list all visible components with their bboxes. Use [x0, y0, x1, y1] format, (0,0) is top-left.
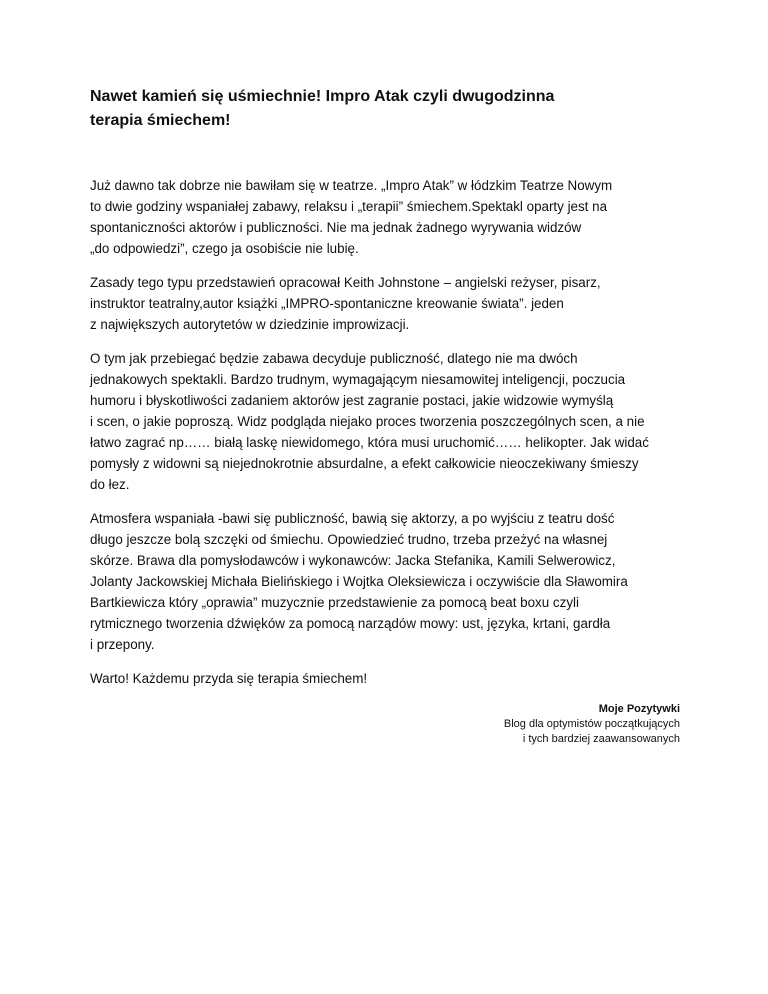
paragraph-3: [90, 348, 682, 495]
text-line: i scen, o jakie poproszą. Widz podgląda niejako proces tworzenia poszczególnych scen, a nie: [90, 414, 645, 429]
text-line: Bartkiewicza który „oprawia” muzycznie przedstawienie za pomocą beat boxu czyli: [90, 595, 579, 610]
text-line: Zasady tego typu przedstawień opracował Keith Johnstone – angielski reżyser, pisarz,: [90, 275, 601, 290]
text-line: „do odpowiedzi”, czego ja osobiście nie lubię.: [90, 241, 359, 256]
text-line: spontaniczności aktorów i publiczności. Nie ma jednak żadnego wyrywania widzów: [90, 220, 582, 235]
text-line: skórze. Brawa dla pomysłodawców i wykonawców: Jacka Stefanika, Kamili Selwerowicz,: [90, 553, 616, 568]
text-line: jednakowych spektakli. Bardzo trudnym, wymagającym niesamowitej inteligencji, poczucia: [90, 372, 626, 387]
title-line: terapia śmiechem!: [90, 112, 231, 129]
signature-block: [90, 702, 682, 747]
text-line: Jolanty Jackowskiej Michała Bielińskiego i Wojtka Oleksiewicza i oczywiście dla Sławomira: [90, 574, 628, 589]
text-line: O tym jak przebiegać będzie zabawa decyduje publiczność, dlatego nie ma dwóch: [90, 351, 578, 366]
blog-tagline-line: Blog dla optymistów początkujących: [503, 718, 680, 730]
blog-name: Moje Pozytywki: [598, 703, 680, 715]
text-line: Warto! Każdemu przyda się terapia śmiechem!: [90, 671, 368, 686]
text-line: do łez.: [90, 477, 130, 492]
paragraph-1: [90, 175, 682, 259]
text-line: z największych autorytetów w dziedzinie improwizacji.: [90, 317, 410, 332]
document-page: [90, 85, 682, 747]
text-line: Atmosfera wspaniała -bawi się publiczność, bawią się aktorzy, a po wyjściu z teatru dość: [90, 511, 615, 526]
title-line: Nawet kamień się uśmiechnie! Impro Atak czyli dwugodzinna: [90, 88, 555, 105]
text-line: rytmicznego tworzenia dźwięków za pomocą narządów mowy: ust, języka, krtani, gardła: [90, 616, 611, 631]
paragraph-2: [90, 272, 682, 335]
text-line: łatwo zagrać np…… białą laskę niewidomego, która musi uruchomić…… helikopter. Jak widać: [90, 435, 649, 450]
text-line: Już dawno tak dobrze nie bawiłam się w teatrze. „Impro Atak” w łódzkim Teatrze Nowym: [90, 178, 613, 193]
text-line: to dwie godziny wspaniałej zabawy, relaksu i „terapii” śmiechem.Spektakl oparty jest na: [90, 199, 608, 214]
text-line: i przepony.: [90, 637, 155, 652]
blog-tagline-line: i tych bardziej zaawansowanych: [522, 733, 680, 745]
paragraph-4: [90, 508, 682, 655]
text-line: instruktor teatralny,autor książki „IMPRO-spontaniczne kreowanie świata”. jeden: [90, 296, 564, 311]
paragraph-5: [90, 668, 682, 689]
article-title: [90, 85, 682, 133]
text-line: długo jeszcze bolą szczęki od śmiechu. Opowiedzieć trudno, trzeba przeżyć na własnej: [90, 532, 608, 547]
text-line: pomysły z widowni są niejednokrotnie absurdalne, a efekt całkowicie nieoczekiwany śmieszy: [90, 456, 639, 471]
text-line: humoru i błyskotliwości zadaniem aktorów jest zagranie postaci, jakie widzowie wymyślą: [90, 393, 614, 408]
